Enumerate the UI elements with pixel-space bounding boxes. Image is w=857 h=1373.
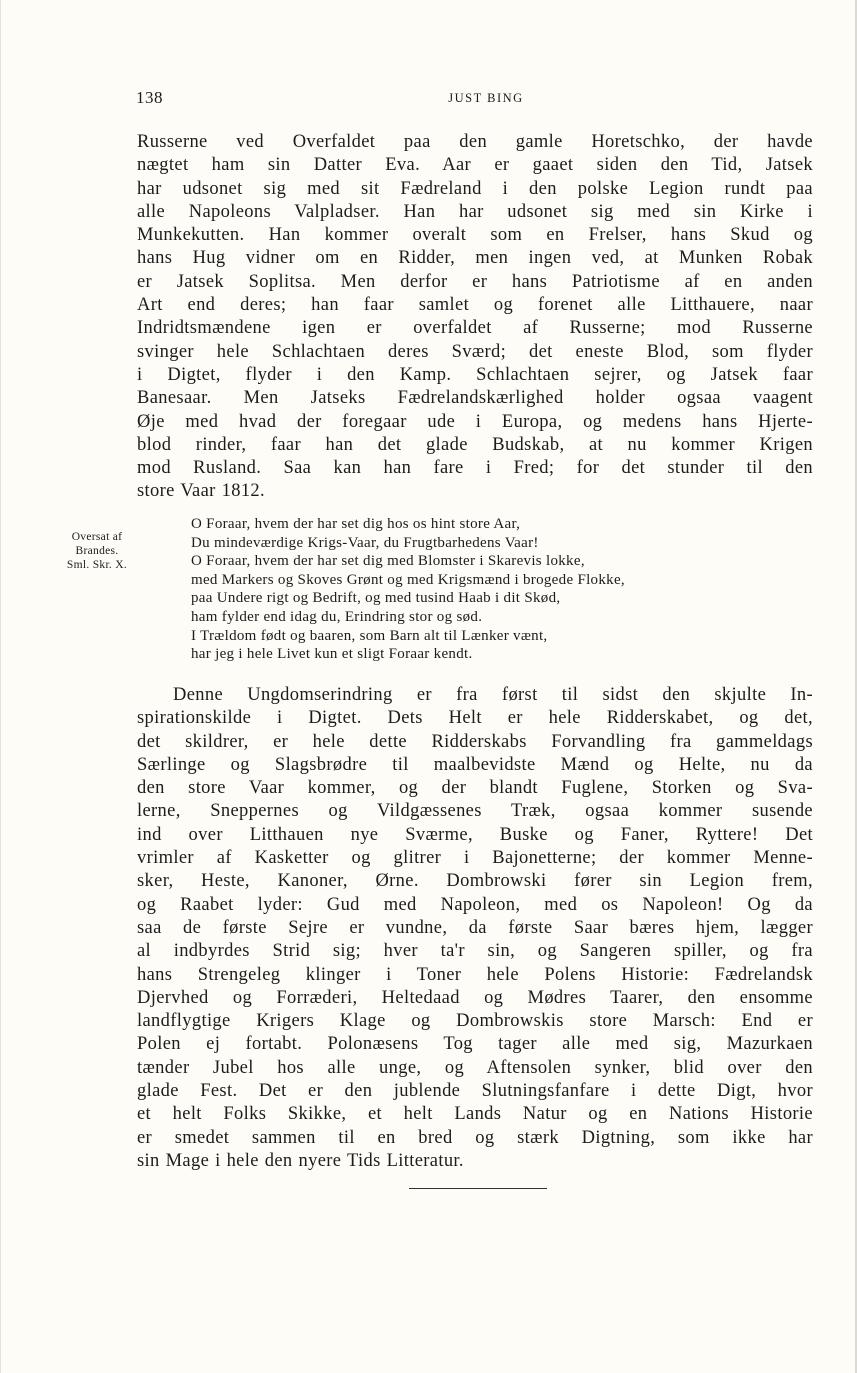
poem-line: Du mindeværdige Krigs-Vaar, du Frugtbarhedens Vaar! xyxy=(191,534,539,551)
paragraph-2 xyxy=(137,684,813,1173)
text-line: har udsonet sig med sit Fædreland i den polske Legion rundt paa xyxy=(137,178,813,199)
text-line: Denne Ungdomserindring er fra først til sidst den skjulte In- xyxy=(173,685,813,705)
text-line: er Jatsek Soplitsa. Men derfor er hans Patriotisme af en anden xyxy=(137,271,813,292)
poem-line: O Foraar, hvem der har set dig hos os hint store Aar, xyxy=(191,516,521,532)
margin-note-line: Oversat af xyxy=(71,531,123,543)
margin-note-line: Brandes. xyxy=(75,545,119,557)
text-line: Munkekutten. Han kommer overalt som en Frelser, hans Skud og xyxy=(137,225,813,246)
text-line: det skildrer, er hele dette Ridderskabs Forvandling fra gammeldags xyxy=(137,731,813,752)
text-line: alle Napoleons Valpladser. Han har udsonet sig med sin Kirke i xyxy=(137,201,813,222)
poem-line: I Trældom født og baaren, som Barn alt til Lænker vænt, xyxy=(191,627,548,644)
text-line: spirationskilde i Digtet. Dets Helt er hele Ridderskabet, og det, xyxy=(137,708,813,729)
text-line: lerne, Sneppernes og Vildgæssenes Træk, ogsaa kommer susende xyxy=(137,801,813,822)
text-line: vrimler af Kasketter og glitrer i Bajonetterne; der kommer Menne- xyxy=(137,848,813,869)
running-head: JUST BING xyxy=(448,91,524,105)
text-line: i Digtet, flyder i den Kamp. Schlachtaen sejrer, og Jatsek faar xyxy=(137,364,813,385)
poem-line: har jeg i hele Livet kun et sligt Foraar kendt. xyxy=(191,646,473,663)
text-line: sin Mage i hele den nyere Tids Litteratur. xyxy=(137,1150,464,1171)
text-line: al indbyrdes Strid sig; hver ta'r sin, og Sangeren spiller, og fra xyxy=(137,941,813,962)
text-line: Særlinge og Slagsbrødre til maalbevidste Mænd og Helte, nu da xyxy=(137,754,813,775)
section-divider xyxy=(409,1188,547,1189)
text-line: ind over Litthauen nye Sværme, Buske og Faner, Ryttere! Det xyxy=(137,824,813,845)
poem-line: med Markers og Skoves Grønt og med Krigsmænd i brogede Flokke, xyxy=(191,571,625,588)
text-line: Art end deres; han faar samlet og forenet alle Litthauere, naar xyxy=(137,295,813,316)
text-line: Djervhed og Forræderi, Heltedaad og Mødres Taarer, den ensomme xyxy=(137,987,813,1008)
text-line: tænder Jubel hos alle unge, og Aftensolen synker, blid over den xyxy=(137,1057,813,1078)
text-line: mod Rusland. Saa kan han fare i Fred; for det stunder til den xyxy=(137,458,813,479)
text-line: store Vaar 1812. xyxy=(137,481,265,502)
poem-line: O Foraar, hvem der har set dig med Blomster i Skarevis lokke, xyxy=(191,553,585,570)
text-line: svinger hele Schlachtaen deres Sværd; det eneste Blod, som flyder xyxy=(137,341,813,362)
text-line: Indridtsmændene igen er overfaldet af Russerne; mod Russerne xyxy=(137,318,813,339)
poem-line: ham fylder end idag du, Erindring stor og sød. xyxy=(191,608,483,625)
poem-quotation xyxy=(191,515,821,664)
page-header xyxy=(136,88,816,110)
text-line: hans Strengeleg klinger i Toner hele Polens Historie: Fædrelandsk xyxy=(137,964,813,985)
text-line: er smedet sammen til en bred og stærk Digtning, som ikke har xyxy=(137,1127,813,1148)
text-line: og Raabet lyder: Gud med Napoleon, med os Napoleon! Og da xyxy=(137,894,813,915)
text-line: et helt Folks Skikke, et helt Lands Natur og en Nations Historie xyxy=(137,1104,813,1125)
text-line: glade Fest. Det er den jublende Slutningsfanfare i dette Digt, hvor xyxy=(137,1081,813,1102)
text-line: saa de første Sejre er vundne, da første Saar bæres hjem, lægger xyxy=(137,917,813,938)
paragraph-1 xyxy=(137,131,813,504)
margin-note-line: Sml. Skr. X. xyxy=(66,559,128,571)
margin-note xyxy=(51,530,143,572)
text-line: Polen ej fortabt. Polonæsens Tog tager alle med sig, Mazurkaen xyxy=(137,1034,813,1055)
text-line: Banesaar. Men Jatseks Fædrelandskærlighed holder ogsaa vaagent xyxy=(137,388,813,409)
text-line: blod rinder, faar han det glade Budskab, at nu kommer Krigen xyxy=(137,434,813,455)
text-line: nægtet ham sin Datter Eva. Aar er gaaet siden den Tid, Jatsek xyxy=(137,155,813,176)
text-line: Øje med hvad der foregaar ude i Europa, og medens hans Hjerte- xyxy=(137,411,813,432)
poem-line: paa Undere rigt og Bedrift, og med tusind Haab i dit Skød, xyxy=(191,590,561,607)
text-line: den store Vaar kommer, og der blandt Fuglene, Storken og Sva- xyxy=(137,778,813,799)
text-line: landflygtige Krigers Klage og Dombrowskis store Marsch: End er xyxy=(137,1011,813,1032)
page-number: 138 xyxy=(136,88,163,107)
text-line: sker, Heste, Kanoner, Ørne. Dombrowski fører sin Legion frem, xyxy=(137,871,813,892)
text-line: Russerne ved Overfaldet paa den gamle Horetschko, der havde xyxy=(137,132,813,152)
text-line: hans Hug vidner om en Ridder, men ingen ved, at Munken Robak xyxy=(137,248,813,269)
